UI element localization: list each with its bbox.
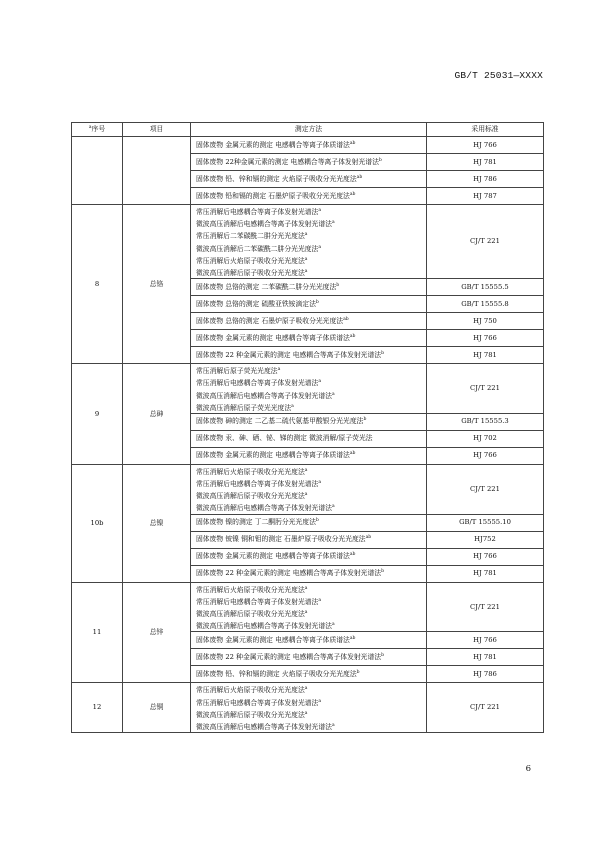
page-number: 6 — [525, 764, 531, 774]
method-line: 微波高压消解后原子吸收分光光度法$^a$ — [196, 492, 308, 501]
method-line: 常压消解后电感耦合等离子体发射光谱法$^a$ — [196, 208, 322, 216]
header-standard: 采用标准 — [427, 123, 544, 137]
method-line: 常压消解后电感耦合等离子体发射光谱法$^a$ — [196, 698, 322, 707]
standard-cell: CJ/T 221 — [427, 464, 544, 514]
method-cell: 固体废物 金属元素的测定 电感耦合等离子体质谱法$^{ab}$ — [191, 137, 427, 154]
standard-cell: GB/T 15555.3 — [427, 413, 544, 430]
standard-cell: GB/T 15555.8 — [427, 296, 544, 313]
method-cell: 固体废物 22 种金属元素的测定 电感耦合等离子体发射光谱法$^b$ — [191, 347, 427, 364]
standard-cell: HJ752 — [427, 531, 544, 548]
seq-cell: 8 — [72, 205, 123, 364]
method-line: 微波高压消解后电感耦合等离子体发射光谱法$^a$ — [196, 391, 335, 400]
standard-cell: HJ 786 — [427, 171, 544, 188]
method-line: 常压消解后火焰原子吸收分光光度法$^a$ — [196, 467, 308, 476]
standard-cell: HJ 702 — [427, 430, 544, 447]
table-row — [72, 464, 544, 514]
standard-cell: HJ 781 — [427, 154, 544, 171]
method-line: 常压消解后电感耦合等离子体发射光谱法$^a$ — [196, 480, 322, 489]
table-header-row — [72, 123, 544, 137]
document-code: GB/T 25031—XXXX — [454, 70, 543, 81]
method-cell: 固体废物 金属元素的测定 电感耦合等离子体质谱法$^{ab}$ — [191, 447, 427, 464]
item-cell: 总铬 — [123, 205, 191, 364]
method-cell: 固体废物 22 种金属元素的测定 电感耦合等离子体发射光谱法$^b$ — [191, 649, 427, 666]
item-cell: 总锌 — [123, 582, 191, 683]
standard-cell: CJ/T 221 — [427, 364, 544, 414]
table-row — [72, 582, 544, 632]
method-cell: 固体废物 22 种金属元素的测定 电感耦合等离子体发射光谱法$^b$ — [191, 565, 427, 582]
method-cell: 固体废物 铅和镉的测定 石墨炉原子吸收分光光度法$^{ab}$ — [191, 188, 427, 205]
methods-table — [71, 122, 544, 733]
standard-cell: HJ 766 — [427, 137, 544, 154]
method-cell: 固体废物 砷的测定 二乙基二硫代氨基甲酸银分光光度法$^b$ — [191, 413, 427, 430]
methods-table-container — [71, 122, 543, 760]
method-line: 微波高压消解后原子吸收分光光度法$^a$ — [196, 268, 308, 277]
standard-cell: GB/T 15555.10 — [427, 514, 544, 531]
method-line: 常压消解后二苯碳酰二肼分光光度法$^a$ — [196, 232, 308, 241]
seq-cell-empty — [72, 137, 123, 205]
method-line: 微波高压消解后电感耦合等离子体发射光谱法$^a$ — [196, 622, 335, 631]
method-cell: 固体废物 总铬的测定 二苯碳酰二肼分光光度法$^b$ — [191, 279, 427, 296]
method-cell: 固体废物 汞、砷、硒、铋、锑的测定 微波消解/原子荧光法 — [191, 430, 427, 447]
method-cell-group — [191, 582, 427, 632]
method-line: 微波高压消解后二苯碳酰二肼分光光度法$^a$ — [196, 244, 322, 253]
method-line: 微波高压消解后电感耦合等离子体发射光谱法$^a$ — [196, 504, 335, 513]
method-cell-group — [191, 364, 427, 414]
method-cell: 固体废物 总铬的测定 硫酸亚铁铵滴定法$^b$ — [191, 296, 427, 313]
standard-cell: HJ 781 — [427, 347, 544, 364]
method-cell: 固体废物 铅、锌和镉的测定 火焰原子吸收分光光度法$^{ab}$ — [191, 171, 427, 188]
table-row — [72, 364, 544, 414]
standard-cell: GB/T 15555.5 — [427, 279, 544, 296]
item-cell: 总砷 — [123, 364, 191, 465]
standard-cell: HJ 766 — [427, 548, 544, 565]
table-row — [72, 683, 544, 733]
standard-cell: HJ 766 — [427, 330, 544, 347]
method-cell-group — [191, 683, 427, 733]
standard-cell: HJ 750 — [427, 313, 544, 330]
seq-cell: 12 — [72, 683, 123, 733]
method-cell: 固体废物 铍镍 铜和钼的测定 石墨炉原子吸收分光光度法$^{ab}$ — [191, 531, 427, 548]
header-seq: $^a$序号 — [72, 123, 123, 137]
method-line: 常压消解后电感耦合等离子体发射光谱法$^a$ — [196, 379, 322, 388]
method-line: 微波高压消解后原子荧光光度法$^a$ — [196, 403, 294, 412]
standard-cell: CJ/T 221 — [427, 205, 544, 279]
method-line: 微波高压消解后原子吸收分光光度法$^a$ — [196, 610, 308, 618]
method-line: 微波高压消解后电感耦合等离子体发射光谱法$^a$ — [196, 722, 335, 731]
method-cell-group — [191, 205, 427, 279]
method-cell: 固体废物 总铬的测定 石墨炉原子吸收分光光度法$^{ab}$ — [191, 313, 427, 330]
header-method: 测定方法 — [191, 123, 427, 137]
method-cell: 固体废物 镍的测定 丁二酮肟分光光度法$^b$ — [191, 514, 427, 531]
method-cell: 固体废物 金属元素的测定 电感耦合等离子体质谱法$^{ab}$ — [191, 632, 427, 649]
standard-cell: HJ 781 — [427, 649, 544, 666]
method-cell: 固体废物 金属元素的测定 电感耦合等离子体质谱法$^{ab}$ — [191, 330, 427, 347]
method-line: 微波高压消解后电感耦合等离子体发射光谱法$^a$ — [196, 220, 335, 229]
method-line: 常压消解后电感耦合等离子体发射光谱法$^a$ — [196, 597, 322, 606]
standard-cell: HJ 786 — [427, 666, 544, 683]
seq-cell: 9 — [72, 364, 123, 465]
standard-cell: CJ/T 221 — [427, 683, 544, 733]
method-line: 常压消解后火焰原子吸收分光光度法$^a$ — [196, 256, 308, 265]
standard-cell: HJ 766 — [427, 632, 544, 649]
seq-cell: 11 — [72, 582, 123, 683]
table-row — [72, 137, 544, 154]
method-line: 常压消解后火焰原子吸收分光光度法$^a$ — [196, 686, 308, 695]
seq-cell: 10b — [72, 464, 123, 582]
standard-cell: HJ 787 — [427, 188, 544, 205]
method-cell: 固体废物 22种金属元素的测定 电感耦合等离子体发射光谱法$^b$ — [191, 154, 427, 171]
item-cell: 总镍 — [123, 464, 191, 582]
item-cell: 总铜 — [123, 683, 191, 733]
method-cell: 固体废物 铅、锌和镉的测定 火焰原子吸收分光光度法$^b$ — [191, 666, 427, 683]
standard-cell: CJ/T 221 — [427, 582, 544, 632]
method-line: 微波高压消解后原子吸收分光光度法$^a$ — [196, 710, 308, 719]
method-cell-group — [191, 464, 427, 514]
header-item: 项目 — [123, 123, 191, 137]
method-line: 常压消解后火焰原子吸收分光光度法$^a$ — [196, 585, 308, 594]
table-row — [72, 205, 544, 279]
item-cell-empty — [123, 137, 191, 205]
standard-cell: HJ 766 — [427, 447, 544, 464]
standard-cell: HJ 781 — [427, 565, 544, 582]
method-line: 常压消解后原子荧光光度法$^a$ — [196, 367, 281, 376]
method-cell: 固体废物 金属元素的测定 电感耦合等离子体质谱法$^{ab}$ — [191, 548, 427, 565]
